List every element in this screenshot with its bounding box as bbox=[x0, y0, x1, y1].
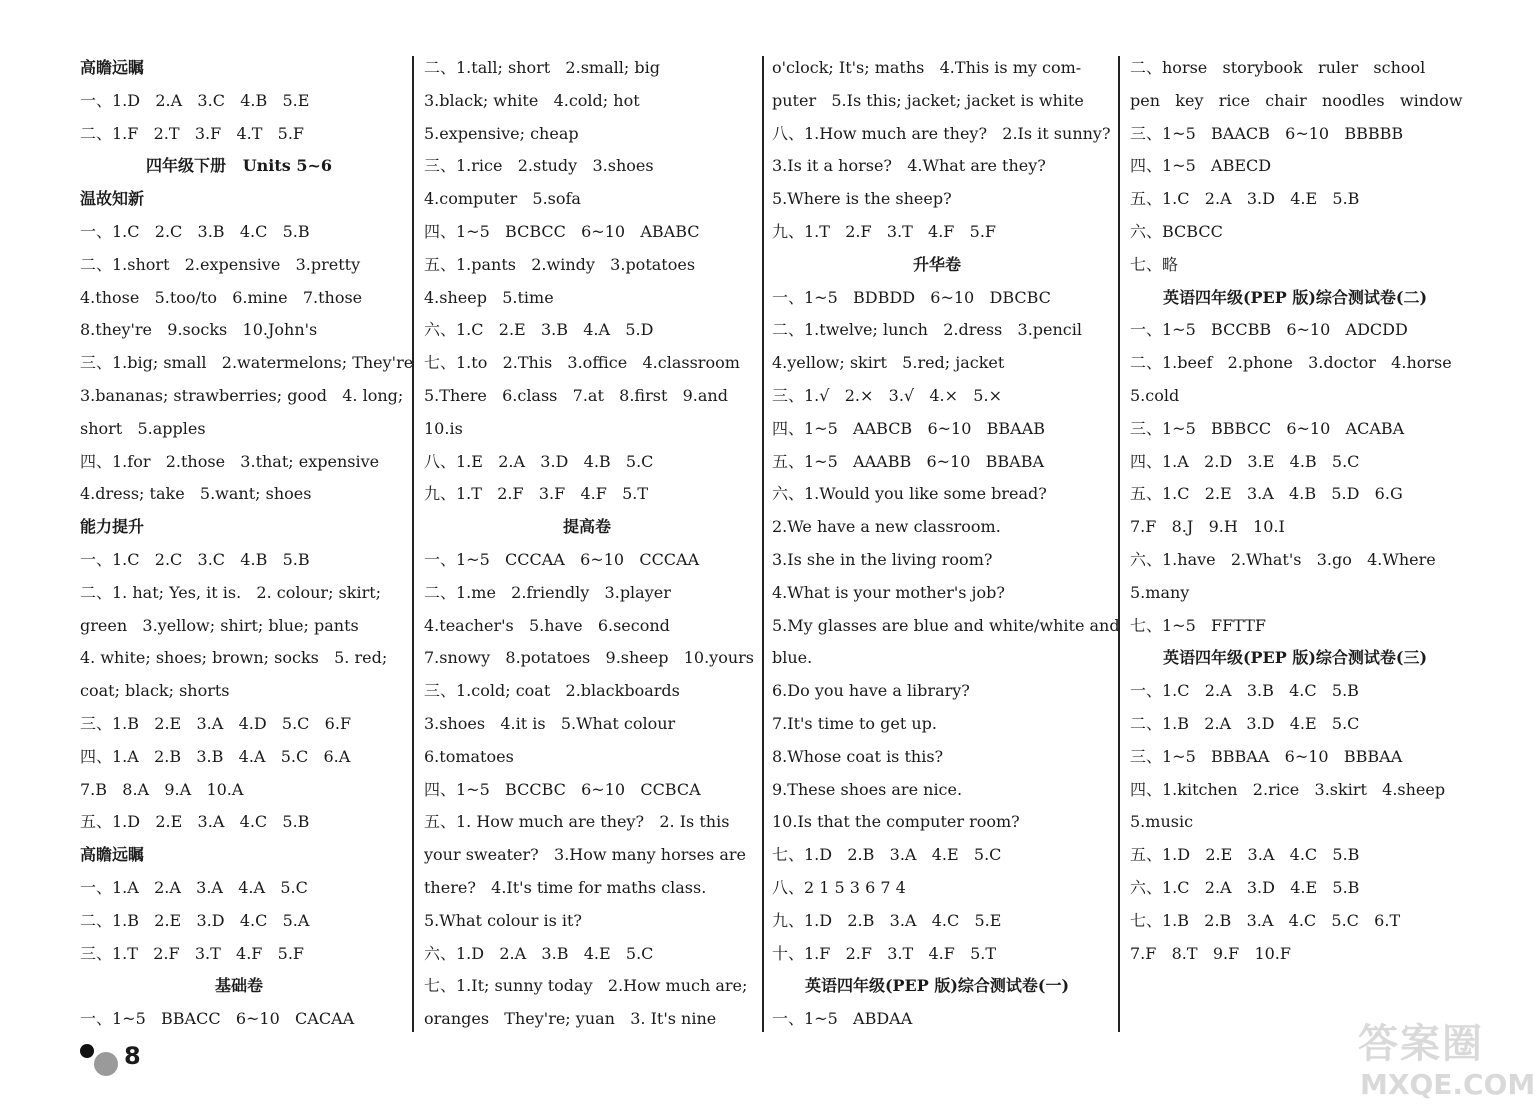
section-title: 提高卷 bbox=[562, 517, 611, 537]
answer-line: 四、1~5 BCCBC 6~10 CCBCA bbox=[424, 779, 701, 799]
answer-line: 九、1.D 2.B 3.A 4.C 5.E bbox=[772, 910, 1002, 930]
answer-line: 三、1.√ 2.× 3.√ 4.× 5.× bbox=[772, 385, 1002, 405]
answer-line: 一、1~5 BDBDD 6~10 DBCBC bbox=[772, 287, 1051, 307]
answer-line: 一、1.D 2.A 3.C 4.B 5.E bbox=[80, 90, 310, 110]
answer-line: 3.black; white 4.cold; hot bbox=[424, 90, 640, 110]
watermark-url: MXQE.COM bbox=[1360, 1068, 1536, 1101]
answer-line: 九、1.T 2.F 3.T 4.F 5.F bbox=[772, 221, 997, 241]
column-divider bbox=[412, 56, 414, 1032]
answer-line: 二、1.twelve; lunch 2.dress 3.pencil bbox=[772, 320, 1082, 340]
answer-line: 5.My glasses are blue and white/white and bbox=[772, 615, 1120, 635]
answer-line: blue. bbox=[772, 648, 813, 668]
answer-line: 7.B 8.A 9.A 10.A bbox=[80, 779, 244, 799]
answer-line: 五、1.D 2.E 3.A 4.C 5.B bbox=[80, 812, 310, 832]
answer-line: 十、1.F 2.F 3.T 4.F 5.T bbox=[772, 943, 997, 963]
answer-line: 4.yellow; skirt 5.red; jacket bbox=[772, 353, 1005, 373]
answer-line: 八、2 1 5 3 6 7 4 bbox=[772, 877, 906, 897]
section-title: 英语四年级(PEP 版)综合测试卷(三) bbox=[1162, 648, 1428, 668]
answer-column-1 bbox=[80, 52, 414, 1036]
answer-line: 5.expensive; cheap bbox=[424, 123, 579, 143]
answer-line: coat; black; shorts bbox=[80, 681, 230, 701]
answer-line: 七、1.to 2.This 3.office 4.classroom bbox=[424, 353, 740, 373]
answer-line: 四、1.kitchen 2.rice 3.skirt 4.sheep bbox=[1130, 779, 1446, 799]
answer-line: 五、1. How much are they? 2. Is this bbox=[424, 812, 730, 832]
answer-line: 三、1.T 2.F 3.T 4.F 5.F bbox=[80, 943, 305, 963]
answer-line: 六、1.D 2.A 3.B 4.E 5.C bbox=[424, 943, 654, 963]
answer-line: 七、1~5 FFTTF bbox=[1130, 615, 1266, 635]
answer-line: 5.cold bbox=[1130, 385, 1180, 405]
answer-line: 四、1~5 BCBCC 6~10 ABABC bbox=[424, 221, 700, 241]
answer-line: 一、1.A 2.A 3.A 4.A 5.C bbox=[80, 877, 308, 897]
answer-line: 5.Where is the sheep? bbox=[772, 189, 952, 209]
answer-line: 四、1.A 2.D 3.E 4.B 5.C bbox=[1130, 451, 1360, 471]
answer-line: 八、1.How much are they? 2.Is it sunny? bbox=[772, 123, 1111, 143]
answer-line: 七、1.D 2.B 3.A 4.E 5.C bbox=[772, 845, 1002, 865]
answer-line: 7.F 8.J 9.H 10.I bbox=[1130, 517, 1285, 537]
answer-line: 二、1.B 2.E 3.D 4.C 5.A bbox=[80, 910, 310, 930]
page-number: 8 bbox=[124, 1042, 141, 1070]
answer-line: your sweater? 3.How many horses are bbox=[424, 845, 746, 865]
answer-line: 一、1~5 BCCBB 6~10 ADCDD bbox=[1130, 320, 1408, 340]
answer-line: 六、1.C 2.E 3.B 4.A 5.D bbox=[424, 320, 654, 340]
answer-line: oranges They're; yuan 3. It's nine bbox=[424, 1009, 717, 1029]
answer-line: 四、1~5 AABCB 6~10 BBAAB bbox=[772, 418, 1046, 438]
answer-line: 5.There 6.class 7.at 8.first 9.and bbox=[424, 385, 728, 405]
answer-line: 4.What is your mother's job? bbox=[772, 582, 1005, 602]
answer-line: 四、1~5 ABECD bbox=[1130, 156, 1272, 176]
answer-line: 一、1~5 ABDAA bbox=[772, 1009, 913, 1029]
answer-line: pen key rice chair noodles window bbox=[1130, 90, 1463, 110]
answer-line: 二、1.tall; short 2.small; big bbox=[424, 58, 660, 77]
answer-line: 七、1.It; sunny today 2.How much are; bbox=[424, 976, 748, 996]
answer-column-4 bbox=[1130, 52, 1463, 970]
answer-line: 一、1.C 2.C 3.B 4.C 5.B bbox=[80, 221, 310, 241]
answer-line: 二、1.me 2.friendly 3.player bbox=[424, 582, 671, 602]
answer-line: 九、1.T 2.F 3.F 4.F 5.T bbox=[424, 484, 649, 504]
answer-line: 二、1.F 2.T 3.F 4.T 5.F bbox=[80, 123, 305, 143]
answer-line: 9.These shoes are nice. bbox=[772, 779, 963, 799]
section-title: 四年级下册 Units 5~6 bbox=[145, 156, 333, 176]
answer-line: 8.Whose coat is this? bbox=[772, 746, 944, 766]
answer-line: 七、1.B 2.B 3.A 4.C 5.C 6.T bbox=[1130, 910, 1401, 930]
answer-line: 5.many bbox=[1130, 582, 1190, 602]
answer-line: 4. white; shoes; brown; socks 5. red; bbox=[80, 648, 388, 668]
answer-line: 五、1.C 2.E 3.A 4.B 5.D 6.G bbox=[1130, 484, 1403, 504]
answer-line: 一、1~5 BBACC 6~10 CACAA bbox=[80, 1009, 355, 1029]
answer-line: 八、1.E 2.A 3.D 4.B 5.C bbox=[424, 451, 654, 471]
answer-line: green 3.yellow; shirt; blue; pants bbox=[80, 615, 359, 635]
answer-line: 五、1.D 2.E 3.A 4.C 5.B bbox=[1130, 845, 1360, 865]
answer-line: 7.snowy 8.potatoes 9.sheep 10.yours bbox=[424, 648, 755, 668]
answer-line: 三、1.big; small 2.watermelons; They're bbox=[80, 353, 414, 373]
answer-line: 四、1.A 2.B 3.B 4.A 5.C 6.A bbox=[80, 746, 351, 766]
answer-line: 3.Is she in the living room? bbox=[772, 549, 993, 569]
answer-line: there? 4.It's time for maths class. bbox=[424, 877, 707, 897]
answer-line: 4.dress; take 5.want; shoes bbox=[80, 484, 312, 504]
section-title: 英语四年级(PEP 版)综合测试卷(二) bbox=[1162, 287, 1428, 307]
answer-line: 六、1.Would you like some bread? bbox=[772, 484, 1047, 504]
answer-line: 三、1.rice 2.study 3.shoes bbox=[424, 156, 654, 176]
answer-line: short 5.apples bbox=[80, 418, 206, 438]
answer-line: 8.they're 9.socks 10.John's bbox=[80, 320, 318, 340]
answer-line: 7.F 8.T 9.F 10.F bbox=[1130, 943, 1291, 963]
answer-line: 五、1.pants 2.windy 3.potatoes bbox=[424, 254, 696, 274]
answer-line: 6.tomatoes bbox=[424, 746, 514, 766]
answer-line: 二、1.beef 2.phone 3.doctor 4.horse bbox=[1130, 353, 1452, 373]
section-title: 基础卷 bbox=[214, 976, 263, 996]
column-divider bbox=[1118, 56, 1120, 1032]
answer-line: 10.is bbox=[424, 418, 463, 438]
section-title: 英语四年级(PEP 版)综合测试卷(一) bbox=[804, 976, 1070, 996]
answer-line: 三、1.B 2.E 3.A 4.D 5.C 6.F bbox=[80, 713, 352, 733]
section-heading: 高瞻远瞩 bbox=[80, 845, 145, 865]
answer-line: 4.computer 5.sofa bbox=[424, 189, 581, 209]
watermark-characters: 答案圈 bbox=[1358, 1021, 1484, 1067]
answer-line: 6.Do you have a library? bbox=[772, 681, 970, 701]
answer-line: 3.bananas; strawberries; good 4. long; bbox=[80, 385, 404, 405]
answer-line: 一、1.C 2.A 3.B 4.C 5.B bbox=[1130, 681, 1359, 701]
answer-line: 六、1.C 2.A 3.D 4.E 5.B bbox=[1130, 877, 1360, 897]
section-title: 升华卷 bbox=[912, 254, 961, 274]
answer-line: 三、1~5 BBBCC 6~10 ACABA bbox=[1130, 418, 1405, 438]
section-heading: 能力提升 bbox=[80, 517, 145, 537]
answer-line: 4.those 5.too/to 6.mine 7.those bbox=[80, 287, 363, 307]
answer-column-3 bbox=[772, 52, 1120, 1036]
answer-line: 五、1~5 AAABB 6~10 BBABA bbox=[772, 451, 1045, 471]
answer-line: 五、1.C 2.A 3.D 4.E 5.B bbox=[1130, 189, 1360, 209]
answer-line: 3.shoes 4.it is 5.What colour bbox=[424, 713, 676, 733]
answer-line: 三、1.cold; coat 2.blackboards bbox=[424, 681, 680, 701]
bullet-circle-icon bbox=[94, 1052, 118, 1076]
answer-line: 三、1~5 BBBAA 6~10 BBBAA bbox=[1130, 746, 1403, 766]
answer-line: 一、1~5 CCCAA 6~10 CCCAA bbox=[424, 549, 700, 569]
answer-line: 10.Is that the computer room? bbox=[772, 812, 1020, 832]
answer-line: 5.What colour is it? bbox=[424, 910, 582, 930]
answer-line: 4.sheep 5.time bbox=[424, 287, 554, 307]
answer-line: 4.teacher's 5.have 6.second bbox=[424, 615, 670, 635]
answer-column-2 bbox=[424, 52, 755, 1036]
answer-line: 2.We have a new classroom. bbox=[772, 517, 1001, 537]
answer-line: 二、horse storybook ruler school bbox=[1130, 58, 1426, 77]
answer-line: 七、略 bbox=[1130, 254, 1179, 274]
answer-line: 二、1. hat; Yes, it is. 2. colour; skirt; bbox=[80, 582, 382, 602]
answer-line: 7.It's time to get up. bbox=[772, 713, 937, 733]
answer-line: 3.Is it a horse? 4.What are they? bbox=[772, 156, 1046, 176]
answer-line: 六、1.have 2.What's 3.go 4.Where bbox=[1130, 549, 1436, 569]
answer-line: 六、BCBCC bbox=[1130, 221, 1223, 241]
section-heading: 高瞻远瞩 bbox=[80, 58, 145, 77]
column-divider bbox=[762, 56, 764, 1032]
answer-line: o'clock; It's; maths 4.This is my com- bbox=[772, 58, 1082, 77]
answer-line: 二、1.short 2.expensive 3.pretty bbox=[80, 254, 361, 274]
answer-line: 5.music bbox=[1130, 812, 1194, 832]
answer-line: puter 5.Is this; jacket; jacket is white bbox=[772, 90, 1084, 110]
answer-line: 二、1.B 2.A 3.D 4.E 5.C bbox=[1130, 713, 1360, 733]
bullet-dot-icon bbox=[80, 1044, 94, 1058]
watermark-logo bbox=[1350, 1010, 1536, 1110]
answer-line: 三、1~5 BAACB 6~10 BBBBB bbox=[1130, 123, 1404, 143]
answer-line: 四、1.for 2.those 3.that; expensive bbox=[80, 451, 380, 471]
section-heading: 温故知新 bbox=[80, 189, 145, 209]
answer-line: 一、1.C 2.C 3.C 4.B 5.B bbox=[80, 549, 310, 569]
